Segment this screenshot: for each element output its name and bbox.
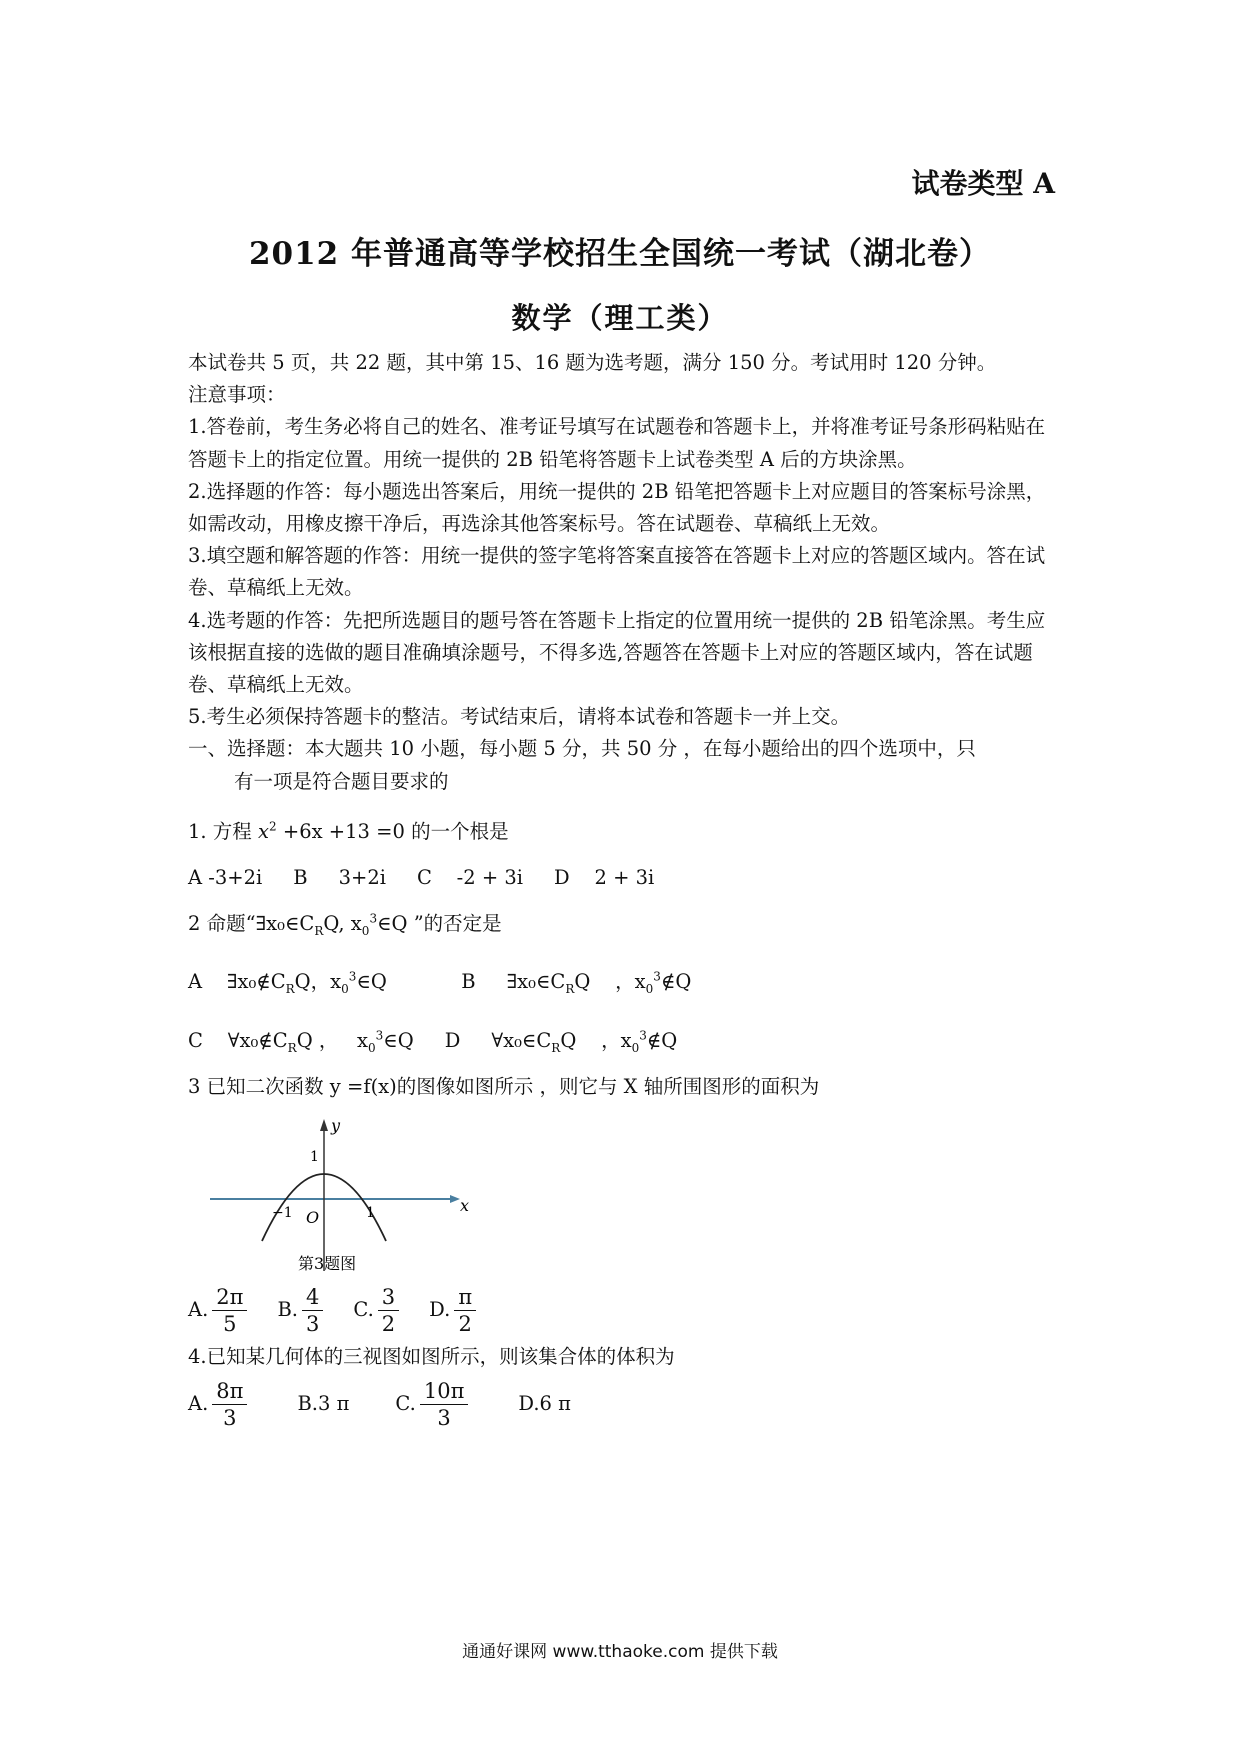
q3-options	[188, 1279, 1058, 1341]
intro-text: 本试卷共 5 页，共 22 题，其中第 15、16 题为选考题，满分 150 分。考试用时 120 分钟。	[188, 351, 997, 374]
q2-opt-a-sub: R	[285, 982, 295, 997]
q3-option-a	[188, 1284, 251, 1337]
q4-option-c-num: 10π	[420, 1378, 469, 1405]
question-2	[188, 908, 1058, 940]
q3-option-d-num: π	[454, 1284, 476, 1311]
q1-eq-rest: +6x +13 =0 的一个根是	[276, 819, 509, 843]
q2-opt-d-sup: 3	[639, 1028, 647, 1043]
q2-opt-d-sub: R	[551, 1040, 561, 1055]
x-axis-arrow	[450, 1195, 460, 1203]
q4-options	[188, 1373, 1058, 1435]
notice-title: 注意事项：	[188, 383, 286, 407]
q3-option-b-num: 4	[302, 1284, 323, 1311]
q3-option-c-den: 2	[381, 1311, 396, 1336]
q4-option-a-frac	[212, 1378, 247, 1431]
q2-suffix: ∈Q ”的否定是	[377, 912, 502, 936]
q2-opt-a-sub0: 0	[341, 982, 349, 997]
q3-option-d-frac	[454, 1284, 476, 1337]
q4-option-d: D.6 π	[518, 1392, 571, 1416]
q4-option-c-den: 3	[437, 1405, 451, 1430]
question-3: 3 已知二次函数 y =f(x)的图像如图所示 ，则它与 X 轴所围图形的面积为	[188, 1074, 820, 1098]
q2-prefix: 2 命题“∃x₀∈C	[188, 912, 315, 936]
q1-options: A -3+2i B 3+2i C -2 + 3i D 2 + 3i	[188, 866, 655, 890]
section-heading-cont: 有一项是符合题目要求的	[234, 769, 449, 793]
q3-option-b-den: 3	[305, 1311, 320, 1336]
q2-opt-a-mid: Q，x	[294, 970, 342, 994]
q2-sub-r: R	[314, 924, 324, 939]
q1-eq-exp: 2	[269, 819, 277, 834]
q2-opt-c-sub0: 0	[367, 1040, 376, 1055]
q2-opt-b-sub0: 0	[645, 982, 654, 997]
q2-opt-d-end: ∉Q	[646, 1028, 678, 1052]
q3-option-c-letter: C.	[353, 1297, 374, 1321]
q2-opt-d-sub0: 0	[631, 1040, 640, 1055]
q2-opt-a: A ∃x₀∉C	[188, 970, 286, 994]
x-axis-label: x	[460, 1196, 470, 1216]
exam-title: 2012 年普通高等学校招生全国统一考试（湖北卷）	[248, 236, 992, 272]
q3-option-a-frac	[212, 1284, 247, 1337]
q3-option-a-letter: A.	[188, 1297, 209, 1321]
question-1	[188, 816, 1058, 848]
q2-opt-c-sub: R	[287, 1040, 297, 1055]
q2-options-row1	[188, 966, 1058, 998]
q3-option-b-frac	[302, 1284, 323, 1337]
y-axis-label: y	[331, 1116, 341, 1136]
origin-label: O	[306, 1208, 320, 1228]
q2-opt-c-sup: 3	[375, 1028, 384, 1043]
q2-opt-c-mid: Q ， x	[296, 1028, 368, 1052]
q2-opt-d: D ∀x₀∈C	[444, 1028, 552, 1052]
q2-opt-a-sup: 3	[348, 969, 357, 984]
q3-option-d-den: 2	[458, 1311, 472, 1336]
tick-neg1: −1	[272, 1205, 293, 1222]
notice-item: 1.答卷前，考生务必将自己的姓名、准考证号填写在试题卷和答题卡上，并将准考证号条形码粘贴在答题卡上的指定位置。用统一提供的 2B 铅笔将答题卡上试卷类型 A 后的方块涂黑。	[188, 415, 1046, 471]
q3-option-a-num: 2π	[212, 1284, 247, 1311]
q3-option-b	[277, 1284, 327, 1337]
q4-option-a-num: 8π	[212, 1378, 247, 1405]
q3-figure	[188, 1111, 1058, 1279]
q2-sup3: 3	[369, 911, 378, 926]
tick-y1: 1	[310, 1149, 319, 1166]
q4-option-c-frac	[420, 1378, 469, 1431]
y-axis-arrow	[320, 1119, 328, 1131]
q2-opt-b-end: ∉Q	[660, 970, 692, 994]
figure-caption: 第3题图	[298, 1254, 357, 1274]
q3-option-c-frac	[378, 1284, 399, 1337]
parabola-graph	[210, 1111, 470, 1279]
q3-option-d	[429, 1284, 480, 1337]
exam-content	[188, 347, 1058, 1435]
q2-mid: Q, x	[323, 912, 362, 936]
q1-prefix: 1. 方程	[188, 819, 259, 843]
page-footer: 通通好课网 www.tthaoke.com 提供下载	[462, 1642, 778, 1662]
tick-pos1: 1	[366, 1205, 375, 1222]
q3-option-c-num: 3	[378, 1284, 399, 1311]
q4-option-c-letter: C.	[395, 1392, 416, 1416]
paper-type-label: 试卷类型 A	[911, 167, 1055, 200]
exam-subtitle: 数学（理工类）	[511, 301, 729, 335]
q2-options-row2	[188, 1025, 1058, 1057]
q4-option-c	[395, 1378, 472, 1431]
q4-option-b: B.3 π	[297, 1392, 350, 1416]
q3-option-d-letter: D.	[429, 1297, 451, 1321]
q3-option-b-letter: B.	[277, 1297, 298, 1321]
q2-opt-b: B ∃x₀∈C	[461, 970, 566, 994]
q4-option-a-letter: A.	[188, 1392, 209, 1416]
q2-opt-c: C ∀x₀∉C	[188, 1028, 288, 1052]
notice-item: 3.填空题和解答题的作答：用统一提供的签字笔将答案直接答在答题卡上对应的答题区域内。答在试卷、草稿纸上无效。	[188, 544, 1046, 600]
section-heading: 一、选择题：本大题共 10 小题，每小题 5 分，共 50 分 ，在每小题给出的四个选项中，只	[188, 737, 976, 761]
q4-option-a-den: 3	[223, 1405, 237, 1430]
q2-sub0: 0	[361, 924, 370, 939]
q2-opt-b-sup: 3	[653, 969, 661, 984]
question-4: 4.已知某几何体的三视图如图所示，则该集合体的体积为	[188, 1345, 675, 1369]
q2-opt-d-mid: Q ，x	[560, 1028, 632, 1052]
q3-option-c	[353, 1284, 403, 1337]
q2-opt-b-mid: Q ，x	[574, 970, 646, 994]
q2-opt-a-end: ∈Q	[356, 970, 387, 994]
q1-eq-var: x	[258, 819, 270, 843]
q2-opt-c-end: ∈Q	[383, 1028, 414, 1052]
notice-item: 2.选择题的作答：每小题选出答案后，用统一提供的 2B 铅笔把答题卡上对应题目的答案标号涂黑，如需改动，用橡皮擦干净后，再选涂其他答案标号。答在试题卷、草稿纸上无效。	[188, 479, 1046, 536]
q2-opt-b-sub: R	[565, 982, 575, 997]
notice-item: 5.考生必须保持答题卡的整洁。考试结束后，请将本试卷和答题卡一并上交。	[188, 705, 851, 729]
q4-option-a	[188, 1378, 251, 1431]
q3-option-a-den: 5	[223, 1311, 237, 1336]
notice-item: 4.选考题的作答：先把所选题目的题号答在答题卡上指定的位置用统一提供的 2B 铅笔涂黑。考生应该根据直接的选做的题目准确填涂题号，不得多选,答题答在答题卡上对应的答题区域内，答在试题卷、草稿纸上无效。	[188, 608, 1046, 697]
